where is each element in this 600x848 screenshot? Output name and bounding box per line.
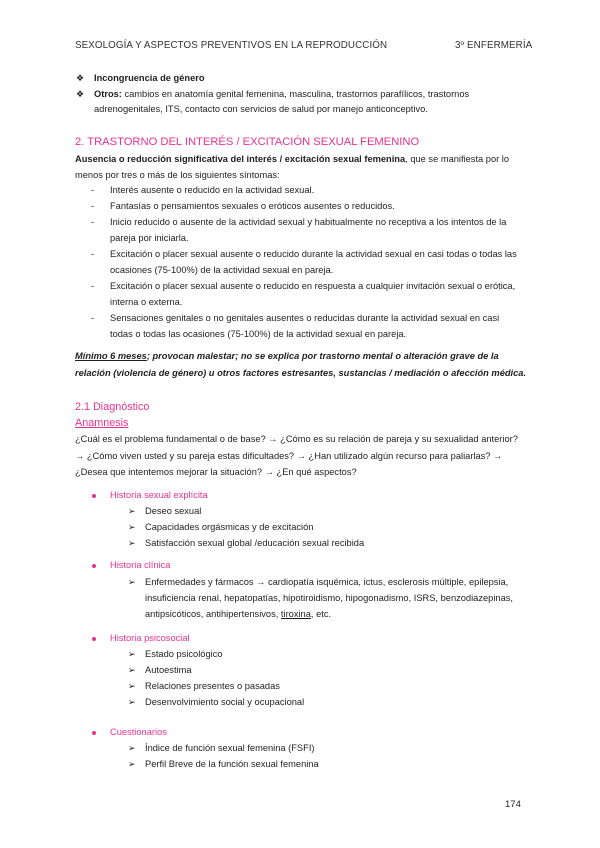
group-item: Autoestima [145,665,192,675]
symptom-item-cont: ocasiones (75-100%) de la actividad sexual en pareja. [110,265,334,275]
arrow-bullet-icon: ➢ [128,577,136,587]
arrow-bullet-icon: ➢ [128,506,136,516]
symptom-item: Excitación o placer sexual ausente o reducido durante la actividad sexual en casi todas o todas las [110,249,517,259]
arrow-bullet-icon: ➢ [128,697,136,707]
dash-bullet: - [91,281,95,291]
header-title: SEXOLOGÍA Y ASPECTOS PREVENTIVOS EN LA REPRODUCCIÓN [75,40,388,51]
pink-bullet-icon [92,494,96,498]
group-item: Capacidades orgásmicas y de excitación [145,522,314,532]
group-item: Índice de función sexual femenina (FSFI) [145,743,315,753]
arrow-bullet-icon: ➢ [128,759,136,769]
duration-note-cont: relación (violencia de género) u otros factores estresantes, sustancias / mediación o afección médica. [75,368,527,378]
arrow-bullet-icon: ➢ [128,665,136,675]
group-item: Desenvolvimiento social y ocupacional [145,697,305,707]
duration-note [75,350,499,362]
group-item: Perfil Breve de la función sexual femenina [145,759,319,769]
group-item: Estado psicológico [145,649,223,659]
symptom-item: Fantasías o pensamientos sexuales o eróticos ausentes o reducidos. [110,201,395,211]
group-item-cont [145,608,331,620]
symptom-item: Interés ausente o reducido en la actividad sexual. [110,185,315,195]
symptom-item: Sensaciones genitales o no genitales ausentes o reducidas durante la actividad sexual en casi [110,313,500,323]
dash-bullet: - [91,217,95,227]
group-item: Enfermedades y fármacos → cardiopatía isquémica, ictus, esclerosis múltiple, epilepsia, [145,577,509,587]
symptom-item-cont: pareja por iniciarla. [110,233,189,243]
group-item: Satisfacción sexual global /educación sexual recibida [145,538,365,548]
pink-bullet-icon [92,637,96,641]
anamnesis-question: ¿Desea que intentemos mejorar la situación? → ¿En qué aspectos? [75,467,357,477]
anamnesis-question: → ¿Cómo viven usted y su pareja estas dificultades? → ¿Han utilizado algún recurso para paliarlas? → [75,451,503,461]
dash-bullet: - [91,313,95,323]
header-course: 3º ENFERMERÍA [455,40,533,51]
anamnesis-heading: Anamnesis [75,417,129,429]
intro-item-incongruence: Incongruencia de género [94,73,205,83]
intro-item-others [94,88,469,100]
drug-etc: , etc. [310,609,332,619]
group-item: Deseo sexual [145,506,202,516]
dash-bullet: - [91,249,95,259]
group-title-questionnaires: Cuestionarios [110,727,167,737]
diagnosis-title: 2.1 Diagnóstico [75,401,150,413]
section-lead-cont: menos por tres o más de los siguientes síntomas: [75,170,280,180]
diamond-bullet-icon: ❖ [76,73,85,83]
symptom-item: Inicio reducido o ausente de la actividad sexual y habitualmente no receptiva a los intentos de la [110,217,507,227]
duration-rest: ; provocan malestar; no se explica por trastorno mental o alteración grave de la [146,351,499,361]
dash-bullet: - [91,201,95,211]
section-lead [75,153,509,165]
pink-bullet-icon [92,731,96,735]
dash-bullet: - [91,185,95,195]
group-item-cont: insuficiencia renal, hepatopatías, hipotiroidismo, hipogonadismo, ISRS, benzodiazepinas, [145,593,513,603]
page-number: 174 [505,799,521,810]
symptom-item-cont: todas o todas las ocasiones (75-100%) de la actividad sexual en pareja. [110,329,407,339]
section-title: 2. TRASTORNO DEL INTERÉS / EXCITACIÓN SEXUAL FEMENINO [75,136,420,148]
symptom-item-cont: interna o externa. [110,297,183,307]
others-text: cambios en anatomía genital femenina, masculina, trastornos parafílicos, trastornos [121,89,470,99]
symptom-item: Excitación o placer sexual ausente o reducido en respuesta a cualquier invitación sexual o erótica, [110,281,516,291]
drug-list: antipsicóticos, antihipertensivos, [145,609,281,619]
arrow-bullet-icon: ➢ [128,743,136,753]
arrow-bullet-icon: ➢ [128,522,136,532]
pink-bullet-icon [92,564,96,568]
arrow-bullet-icon: ➢ [128,681,136,691]
anamnesis-question: ¿Cuál es el problema fundamental o de base? → ¿Cómo es su relación de pareja y su sexualidad anterior? [75,434,518,444]
arrow-bullet-icon: ➢ [128,538,136,548]
group-title-psychosocial: Historia psicosocial [110,633,190,643]
others-label: Otros: [94,89,122,99]
group-item: Relaciones presentes o pasadas [145,681,280,691]
drug-thyroxine: tiroxina [280,609,311,619]
group-title-clinical-history: Historia clínica [110,560,171,570]
lead-rest: , que se manifiesta por lo [405,154,510,164]
group-title-sexual-history: Historia sexual explícita [110,490,208,500]
lead-bold: Ausencia o reducción significativa del interés / excitación sexual femenina [75,154,406,164]
arrow-bullet-icon: ➢ [128,649,136,659]
duration-underlined: Mínimo 6 meses [75,351,147,361]
diamond-bullet-icon: ❖ [76,89,85,99]
intro-item-others-cont: adrenogenitales, ITS, contacto con servicios de salud por manejo anticonceptivo. [94,104,428,114]
